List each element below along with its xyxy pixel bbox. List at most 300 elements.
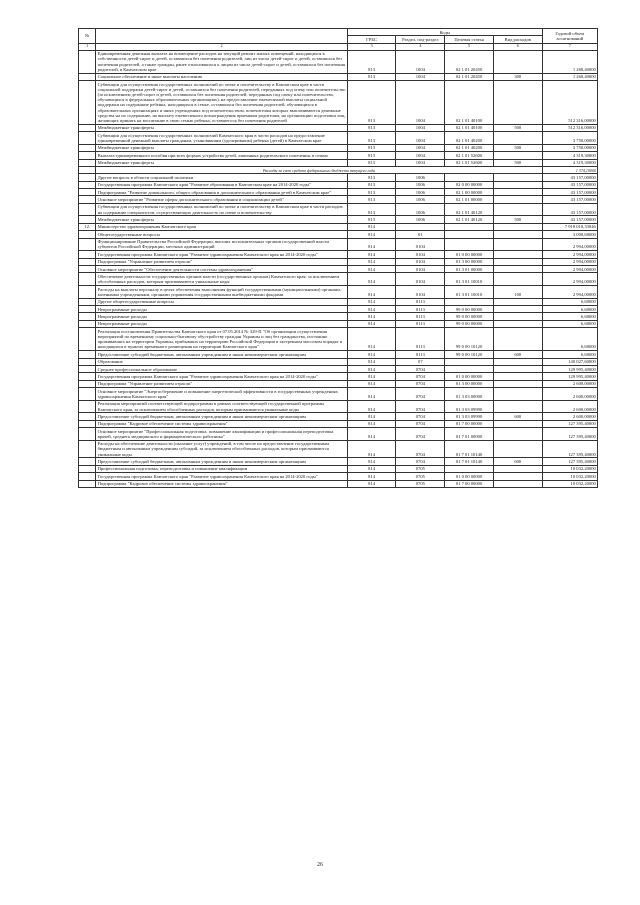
table-row bbox=[79, 428, 598, 441]
row-num bbox=[79, 413, 96, 420]
row-sum: 10 032,20000 bbox=[542, 480, 597, 487]
row-section: 1006 bbox=[396, 203, 445, 216]
row-grbs: 814 bbox=[347, 231, 396, 238]
row-name: Реализация мероприятий соответствующей подпрограммы в рамках соответствующей государственной программы Камчатского края, за исключением обособленных расходов, которым присваиваются уникальные коды bbox=[96, 400, 347, 413]
row-exp-type bbox=[493, 428, 542, 441]
row-target: 01 3 03 09990 bbox=[445, 400, 494, 413]
row-name: Предоставление субсидий бюджетным, автономным учреждениям и иным некоммерческим организациям bbox=[96, 458, 347, 465]
row-name: Профессиональная подготовка, переподготовка и повышение квалификации bbox=[96, 465, 347, 472]
header-target: Целевая статья bbox=[445, 36, 494, 43]
index-cell: 3 bbox=[347, 43, 396, 50]
row-sum: 2 994,00000 bbox=[542, 273, 597, 286]
row-name: Непрограммные расходы bbox=[96, 305, 347, 312]
row-num bbox=[79, 124, 96, 131]
row-section: 0704 bbox=[396, 413, 445, 420]
row-name: Подпрограмма "Кадровое обеспечение системы здравоохранения" bbox=[96, 420, 347, 427]
row-name: Предоставление субсидий бюджетным, автономным учреждениям и иным некоммерческим организациям bbox=[96, 413, 347, 420]
row-num bbox=[79, 313, 96, 320]
row-exp-type bbox=[493, 373, 542, 380]
row-grbs: 814 bbox=[347, 351, 396, 358]
table-row bbox=[79, 420, 598, 427]
row-sum: 43 157,00000 bbox=[542, 196, 597, 203]
table-row bbox=[79, 159, 598, 166]
row-grbs: 813 bbox=[347, 189, 396, 196]
row-target: 01 0 00 00000 bbox=[445, 251, 494, 258]
table-row bbox=[79, 174, 598, 181]
row-section: 0113 bbox=[396, 328, 445, 351]
row-sum: 43 157,00000 bbox=[542, 174, 597, 181]
row-num bbox=[79, 365, 96, 372]
table-row bbox=[79, 216, 598, 223]
row-section: 1004 bbox=[396, 152, 445, 159]
row-section: 07 bbox=[396, 358, 445, 365]
row-exp-type bbox=[493, 181, 542, 188]
row-num bbox=[79, 181, 96, 188]
table-row bbox=[79, 80, 598, 124]
row-num bbox=[79, 480, 96, 487]
row-num bbox=[79, 465, 96, 472]
row-name: Государственная программа Камчатского края "Развитие здравоохранения Камчатского края на 2014-2020 годы" bbox=[96, 251, 347, 258]
row-target: 99 0 00 00000 bbox=[445, 320, 494, 327]
row-grbs: 814 bbox=[347, 465, 396, 472]
row-sum: 1 268,40000 bbox=[542, 50, 597, 73]
row-name: Единовременная денежная выплата на возмещение расходов на текущий ремонт жилых помещений, находящихся в собственности детей-сирот и детей, оставшихся без попечения родителей, лиц из числа детей-сирот и детей, оставшихся без попечения родителей, а также граждан, ранее относившихся к лицам из числа детей-сирот и детей, оставшихся без попечения родителей, в Камчатском крае bbox=[96, 50, 347, 73]
row-target bbox=[445, 223, 494, 230]
row-name: Субвенции для осуществления государственных полномочий по опеке и попечительству в Камчатском крае в части расходов на содержание специалистов, осуществляющих деятельность по опеке и попечительству bbox=[96, 203, 347, 216]
row-grbs: 813 bbox=[347, 50, 396, 73]
header-section: Раздел, под-раздел bbox=[396, 36, 445, 43]
row-name: Обеспечение деятельности государственных органов власти (государственных органов) Камчатского края, за исключением обособленных расходов, которым присваиваются уникальные коды bbox=[96, 273, 347, 286]
row-grbs: 814 bbox=[347, 298, 396, 305]
row-section: 1006 bbox=[396, 189, 445, 196]
table-row bbox=[79, 132, 598, 145]
row-sum: 127 395,40000 bbox=[542, 458, 597, 465]
row-section: 0113 bbox=[396, 305, 445, 312]
row-name: Министерство здравоохранения Камчатского края bbox=[96, 223, 347, 230]
table-row bbox=[79, 286, 598, 299]
table-row bbox=[79, 181, 598, 188]
header-total: Годовой объем ассигнований bbox=[542, 29, 597, 44]
row-num bbox=[79, 50, 96, 73]
row-name: Непрограммные расходы bbox=[96, 320, 347, 327]
row-section: 0113 bbox=[396, 351, 445, 358]
row-target: 01 3 01 00000 bbox=[445, 266, 494, 273]
row-target: 01 7 00 00000 bbox=[445, 420, 494, 427]
row-section: 0104 bbox=[396, 251, 445, 258]
table-row bbox=[79, 73, 598, 80]
index-cell: 4 bbox=[396, 43, 445, 50]
row-grbs: 814 bbox=[347, 480, 396, 487]
row-exp-type bbox=[493, 231, 542, 238]
row-name: Межбюджетные трансферты bbox=[96, 216, 347, 223]
row-exp-type: 500 bbox=[493, 124, 542, 131]
row-name: Государственная программа Камчатского края "Развитие образования в Камчатском крае на 2014-2020 годы" bbox=[96, 181, 347, 188]
page-number: 26 bbox=[317, 862, 323, 868]
row-target bbox=[445, 365, 494, 372]
row-num bbox=[79, 203, 96, 216]
row-exp-type bbox=[493, 238, 542, 251]
table-row bbox=[79, 223, 598, 230]
row-target: 02 1 01 00000 bbox=[445, 196, 494, 203]
table-row bbox=[79, 440, 598, 458]
row-target: 01 0 00 00000 bbox=[445, 473, 494, 480]
row-num bbox=[79, 238, 96, 251]
row-num bbox=[79, 80, 96, 124]
row-sum: 6,68000 bbox=[542, 351, 597, 358]
row-name: Образование bbox=[96, 358, 347, 365]
row-exp-type bbox=[493, 80, 542, 124]
budget-table bbox=[78, 28, 598, 488]
row-sum: 6,68000 bbox=[542, 305, 597, 312]
header-grbs: ГРБС bbox=[347, 36, 396, 43]
row-sum: 2 994,00000 bbox=[542, 286, 597, 299]
row-grbs: 814 bbox=[347, 420, 396, 427]
row-section: 0705 bbox=[396, 473, 445, 480]
row-num bbox=[79, 458, 96, 465]
row-grbs: 813 bbox=[347, 152, 396, 159]
row-name: Функционирование Правительства Российской Федерации, высших исполнительных органов государственной власти субъектов Российской Федерации, местных администраций bbox=[96, 238, 347, 251]
row-sum: 512 316,00000 bbox=[542, 80, 597, 124]
row-num bbox=[79, 273, 96, 286]
row-num bbox=[79, 400, 96, 413]
table-row bbox=[79, 465, 598, 472]
row-sum: 3 750,00000 bbox=[542, 144, 597, 151]
row-grbs: 813 bbox=[347, 174, 396, 181]
row-exp-type bbox=[493, 388, 542, 401]
row-grbs: 813 bbox=[347, 73, 396, 80]
row-target: 02 1 01 40200 bbox=[445, 132, 494, 145]
table-row bbox=[79, 258, 598, 265]
row-exp-type: 100 bbox=[493, 286, 542, 299]
index-row bbox=[79, 43, 598, 50]
table-row bbox=[79, 458, 598, 465]
row-grbs: 814 bbox=[347, 223, 396, 230]
row-section: 1006 bbox=[396, 181, 445, 188]
row-grbs: 814 bbox=[347, 238, 396, 251]
row-exp-type bbox=[493, 251, 542, 258]
row-name: Межбюджетные трансферты bbox=[96, 124, 347, 131]
row-exp-type bbox=[493, 298, 542, 305]
row-grbs: 814 bbox=[347, 305, 396, 312]
row-sum: 3 750,00000 bbox=[542, 132, 597, 145]
row-section: 0113 bbox=[396, 320, 445, 327]
row-target: 01 3 03 00000 bbox=[445, 388, 494, 401]
row-grbs: 814 bbox=[347, 373, 396, 380]
note-row bbox=[79, 166, 598, 173]
row-section: 1004 bbox=[396, 159, 445, 166]
header-exp-type: Вид расходов bbox=[493, 36, 542, 43]
row-sum: 7 918 010,33046 bbox=[542, 223, 597, 230]
row-name: Реализация постановления Правительства Камчатского края от 07.05.2014 № 329-П "Об организации осуществления мероприятий по временному социально-бытовому обустройству граждан Украины и лиц без гражданства, постоянно проживавших на территории Украины, прибывших на территорию Российской Федерации в экстренном массовом порядке и находящихся в пунктах временного размещения на территории Камчатского края" bbox=[96, 328, 347, 351]
row-exp-type bbox=[493, 50, 542, 73]
row-exp-type bbox=[493, 196, 542, 203]
row-num bbox=[79, 251, 96, 258]
row-section: 0704 bbox=[396, 458, 445, 465]
row-exp-type bbox=[493, 380, 542, 387]
row-exp-type: 500 bbox=[493, 144, 542, 151]
row-sum: 512 316,00000 bbox=[542, 124, 597, 131]
row-grbs: 813 bbox=[347, 132, 396, 145]
table-row bbox=[79, 320, 598, 327]
row-name: Межбюджетные трансферты bbox=[96, 144, 347, 151]
row-sum: 2 994,00000 bbox=[542, 251, 597, 258]
row-grbs: 814 bbox=[347, 413, 396, 420]
row-exp-type: 600 bbox=[493, 458, 542, 465]
table-row bbox=[79, 189, 598, 196]
row-num bbox=[79, 328, 96, 351]
row-sum: 3 000,68000 bbox=[542, 231, 597, 238]
row-target: 01 7 01 10140 bbox=[445, 458, 494, 465]
table-row bbox=[79, 365, 598, 372]
row-exp-type bbox=[493, 305, 542, 312]
row-grbs: 814 bbox=[347, 380, 396, 387]
row-grbs: 813 bbox=[347, 144, 396, 151]
row-target: 99 0 00 00000 bbox=[445, 305, 494, 312]
row-section: 1006 bbox=[396, 196, 445, 203]
note-sum: 1 374,10000 bbox=[542, 166, 597, 173]
row-exp-type bbox=[493, 266, 542, 273]
table-row bbox=[79, 238, 598, 251]
row-section: 0704 bbox=[396, 400, 445, 413]
row-section: 0704 bbox=[396, 388, 445, 401]
row-section: 0104 bbox=[396, 286, 445, 299]
row-target: 01 3 00 00000 bbox=[445, 258, 494, 265]
table-body-a bbox=[79, 50, 598, 166]
row-name: Подпрограмма "Кадровое обеспечение системы здравоохранения" bbox=[96, 480, 347, 487]
row-num bbox=[79, 320, 96, 327]
table-row bbox=[79, 251, 598, 258]
row-section: 0104 bbox=[396, 273, 445, 286]
row-section: 01 bbox=[396, 231, 445, 238]
table-row bbox=[79, 358, 598, 365]
row-grbs: 814 bbox=[347, 273, 396, 286]
row-exp-type bbox=[493, 152, 542, 159]
row-exp-type: 500 bbox=[493, 216, 542, 223]
table-row bbox=[79, 480, 598, 487]
row-section: 1004 bbox=[396, 80, 445, 124]
row-sum: 43 157,00000 bbox=[542, 203, 597, 216]
table-row bbox=[79, 305, 598, 312]
row-name: Расходы на выплаты персоналу в целях обеспечения выполнения функций государственными (муниципальными) органами, казенными учреждениями, органами управления государственными внебюджетными фондами bbox=[96, 286, 347, 299]
index-cell: 7 bbox=[542, 43, 597, 50]
row-section: 1004 bbox=[396, 50, 445, 73]
row-grbs: 814 bbox=[347, 320, 396, 327]
row-target: 02 1 01 40200 bbox=[445, 144, 494, 151]
row-sum: 2 600,00000 bbox=[542, 380, 597, 387]
row-name: Среднее профессиональное образование bbox=[96, 365, 347, 372]
row-sum: 127 395,40000 bbox=[542, 428, 597, 441]
row-target: 02 1 01 20450 bbox=[445, 73, 494, 80]
row-sum: 140 027,60000 bbox=[542, 358, 597, 365]
header-num: № bbox=[79, 29, 96, 44]
row-name: Подпрограмма "Развитие дошкольного, общего образования и дополнительного образования детей в Камчатском крае" bbox=[96, 189, 347, 196]
row-name: Расходы на обеспечение деятельности (оказание услуг) учреждений, в том числе на предоставление государственным бюджетным и автономным учреждениям субсидий, за исключением обособленных расходов, которым присваиваются уникальные коды bbox=[96, 440, 347, 458]
row-exp-type: 500 bbox=[493, 159, 542, 166]
row-name: Выплата единовременного пособия при всех формах устройства детей, лишенных родительского попечения, в семью bbox=[96, 152, 347, 159]
row-num bbox=[79, 440, 96, 458]
table-row bbox=[79, 373, 598, 380]
note-text: Расходы за счет средств федерального бюджета текущего года bbox=[96, 166, 542, 173]
row-target: 01 7 00 00000 bbox=[445, 480, 494, 487]
row-sum: 2 994,00000 bbox=[542, 238, 597, 251]
row-name: Основное мероприятие "Развитие сферы дополнительного образования и социализации детей" bbox=[96, 196, 347, 203]
table-row bbox=[79, 124, 598, 131]
row-num bbox=[79, 159, 96, 166]
index-cell: 5 bbox=[445, 43, 494, 50]
row-num bbox=[79, 73, 96, 80]
row-num bbox=[79, 152, 96, 159]
row-num bbox=[79, 388, 96, 401]
row-section: 0704 bbox=[396, 380, 445, 387]
row-name: Подпрограмма "Управление развитием отрасли" bbox=[96, 258, 347, 265]
row-exp-type bbox=[493, 273, 542, 286]
row-grbs: 814 bbox=[347, 358, 396, 365]
row-num bbox=[79, 428, 96, 441]
row-grbs: 814 bbox=[347, 365, 396, 372]
row-num bbox=[79, 473, 96, 480]
row-exp-type bbox=[493, 132, 542, 145]
row-exp-type bbox=[493, 320, 542, 327]
row-target bbox=[445, 231, 494, 238]
row-target: 02 1 01 20450 bbox=[445, 50, 494, 73]
row-sum: 6,68000 bbox=[542, 313, 597, 320]
row-num bbox=[79, 196, 96, 203]
row-section: 0704 bbox=[396, 420, 445, 427]
row-num bbox=[79, 266, 96, 273]
row-grbs: 813 bbox=[347, 159, 396, 166]
row-section: 0704 bbox=[396, 428, 445, 441]
row-name: Предоставление субсидий бюджетным, автономным учреждениям и иным некоммерческим организациям bbox=[96, 351, 347, 358]
row-section: 1004 bbox=[396, 132, 445, 145]
row-name: Подпрограмма "Управление развитием отрасли" bbox=[96, 380, 347, 387]
row-num bbox=[79, 373, 96, 380]
row-section: 0705 bbox=[396, 480, 445, 487]
row-grbs: 813 bbox=[347, 181, 396, 188]
row-exp-type bbox=[493, 473, 542, 480]
header-codes-group: Коды bbox=[347, 29, 542, 36]
row-exp-type bbox=[493, 189, 542, 196]
row-num bbox=[79, 189, 96, 196]
table-row bbox=[79, 351, 598, 358]
table-row bbox=[79, 328, 598, 351]
table-row bbox=[79, 380, 598, 387]
row-grbs: 813 bbox=[347, 216, 396, 223]
row-grbs: 813 bbox=[347, 80, 396, 124]
row-name: Непрограммные расходы bbox=[96, 313, 347, 320]
row-section: 1004 bbox=[396, 144, 445, 151]
row-grbs: 814 bbox=[347, 440, 396, 458]
row-section: 0104 bbox=[396, 266, 445, 273]
row-target: 01 7 01 10140 bbox=[445, 440, 494, 458]
row-grbs: 814 bbox=[347, 388, 396, 401]
index-cell: 6 bbox=[493, 43, 542, 50]
row-exp-type bbox=[493, 365, 542, 372]
row-num bbox=[79, 132, 96, 145]
row-name: Социальное обеспечение и иные выплаты населению bbox=[96, 73, 347, 80]
row-grbs: 814 bbox=[347, 266, 396, 273]
row-section: 0704 bbox=[396, 440, 445, 458]
row-exp-type bbox=[493, 203, 542, 216]
row-section: 0704 bbox=[396, 365, 445, 372]
row-exp-type bbox=[493, 358, 542, 365]
row-target: 02 1 01 52600 bbox=[445, 152, 494, 159]
row-target: 02 1 01 52600 bbox=[445, 159, 494, 166]
row-num bbox=[79, 358, 96, 365]
row-exp-type bbox=[493, 313, 542, 320]
row-target: 02 1 01 40100 bbox=[445, 80, 494, 124]
table-row bbox=[79, 266, 598, 273]
row-section: 1006 bbox=[396, 174, 445, 181]
row-sum: 43 157,00000 bbox=[542, 189, 597, 196]
note-body bbox=[79, 166, 598, 173]
row-num bbox=[79, 216, 96, 223]
row-sum: 129 995,40000 bbox=[542, 373, 597, 380]
row-grbs: 814 bbox=[347, 400, 396, 413]
row-sum: 6,68000 bbox=[542, 320, 597, 327]
row-grbs: 814 bbox=[347, 251, 396, 258]
row-exp-type: 600 bbox=[493, 413, 542, 420]
header-row-1 bbox=[79, 29, 598, 36]
row-sum: 6,68000 bbox=[542, 328, 597, 351]
row-exp-type bbox=[493, 174, 542, 181]
row-exp-type bbox=[493, 223, 542, 230]
row-section: 0705 bbox=[396, 465, 445, 472]
row-grbs: 813 bbox=[347, 124, 396, 131]
row-exp-type bbox=[493, 328, 542, 351]
row-sum: 6,68000 bbox=[542, 298, 597, 305]
row-grbs: 814 bbox=[347, 473, 396, 480]
table-row bbox=[79, 273, 598, 286]
table-row bbox=[79, 231, 598, 238]
table-row bbox=[79, 298, 598, 305]
row-sum: 127 395,40000 bbox=[542, 420, 597, 427]
row-target bbox=[445, 238, 494, 251]
row-sum: 127 395,40000 bbox=[542, 440, 597, 458]
row-exp-type bbox=[493, 480, 542, 487]
row-target: 01 3 00 00000 bbox=[445, 380, 494, 387]
row-target: 01 0 00 00000 bbox=[445, 373, 494, 380]
row-grbs: 814 bbox=[347, 328, 396, 351]
row-target: 99 0 00 00000 bbox=[445, 313, 494, 320]
row-target: 01 3 01 10010 bbox=[445, 273, 494, 286]
row-target: 01 7 01 00000 bbox=[445, 428, 494, 441]
row-section: 1006 bbox=[396, 216, 445, 223]
row-name: Основное мероприятие "Профессиональная подготовка, повышение квалификации и профессиональная переподготовка врачей, среднего медицинского и фармацевтического работника" bbox=[96, 428, 347, 441]
row-sum: 4 319,30000 bbox=[542, 159, 597, 166]
row-target: 02 1 01 40120 bbox=[445, 216, 494, 223]
row-target: 99 0 00 10120 bbox=[445, 328, 494, 351]
row-sum: 4 319,30000 bbox=[542, 152, 597, 159]
row-target: 02 0 00 00000 bbox=[445, 181, 494, 188]
row-name: Субвенции для осуществления государственных полномочий Камчатского края в части расходов на предоставление единовременной денежной выплаты гражданам, усыновившим (удочерившим) ребенка (детей) в Камчатском крае bbox=[96, 132, 347, 145]
row-name: Государственная программа Камчатского края "Развитие здравоохранения Камчатского края на 2014-2020 годы" bbox=[96, 473, 347, 480]
row-grbs: 814 bbox=[347, 313, 396, 320]
row-num bbox=[79, 174, 96, 181]
row-num bbox=[79, 144, 96, 151]
table-row bbox=[79, 400, 598, 413]
row-target: 01 3 03 09990 bbox=[445, 413, 494, 420]
table-row bbox=[79, 413, 598, 420]
row-target bbox=[445, 174, 494, 181]
table-row bbox=[79, 313, 598, 320]
row-section bbox=[396, 223, 445, 230]
row-grbs: 814 bbox=[347, 286, 396, 299]
row-target bbox=[445, 358, 494, 365]
row-grbs: 813 bbox=[347, 203, 396, 216]
row-exp-type bbox=[493, 400, 542, 413]
row-num bbox=[79, 420, 96, 427]
row-name: Межбюджетные трансферты bbox=[96, 159, 347, 166]
